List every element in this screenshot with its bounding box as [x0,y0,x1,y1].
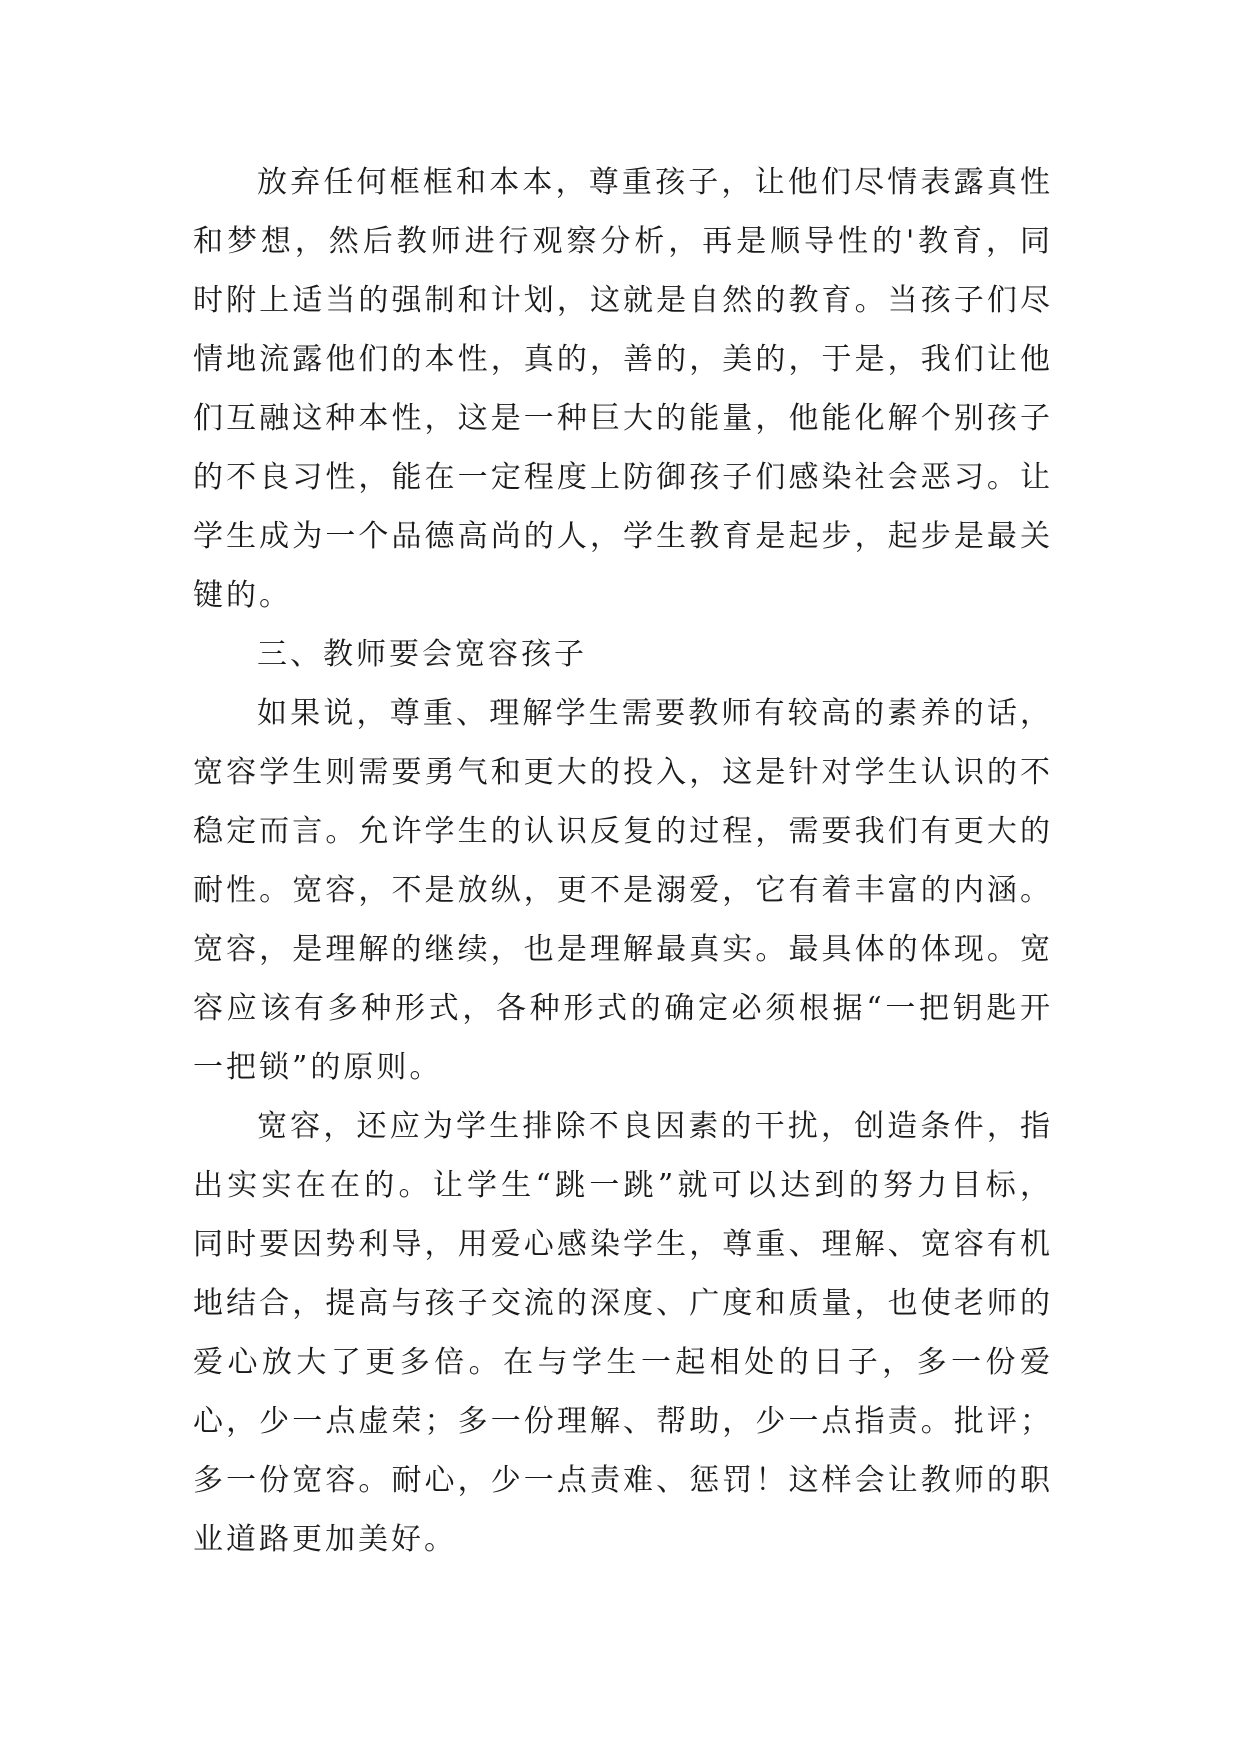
paragraph-tolerance-meaning: 如果说，尊重、理解学生需要教师有较高的素养的话，宽容学生则需要勇气和更大的投入，这是针对学生认识的不稳定而言。允许学生的认识反复的过程，需要我们有更大的耐性。宽容，不是放纵，更不是溺爱，它有着丰富的内涵。宽容，是理解的继续，也是理解最真实。最具体的体现。宽容应该有多种形式，各种形式的确定必须根据“一把钥匙开一把锁”的原则。 [193,696,1053,1085]
paragraph-tolerance-practice: 宽容，还应为学生排除不良因素的干扰，创造条件，指出实实在在的。让学生“跳一跳”就可以达到的努力目标，同时要因势利导，用爱心感染学生，尊重、理解、宽容有机地结合，提高与孩子交流的深度、广度和质量，也使老师的爱心放大了更多倍。在与学生一起相处的日子，多一份爱心，少一点虚荣；多一份理解、帮助，少一点指责。批评；多一份宽容。耐心，少一点责难、惩罚！这样会让教师的职业道路更加美好。 [193,1109,1053,1557]
paragraph-natural-education: 放弃任何框框和本本，尊重孩子，让他们尽情表露真性和梦想，然后教师进行观察分析，再是顺导性的'教育，同时附上适当的强制和计划，这就是自然的教育。当孩子们尽情地流露他们的本性，真的，善的，美的，于是，我们让他们互融这种本性，这是一种巨大的能量，他能化解个别孩子的不良习性，能在一定程度上防御孩子们感染社会恶习。让学生成为一个品德高尚的人，学生教育是起步，起步是最关键的。 [193,165,1053,613]
document-body [193,153,1053,1569]
section-heading-tolerance: 三、教师要会宽容孩子 [257,637,587,672]
